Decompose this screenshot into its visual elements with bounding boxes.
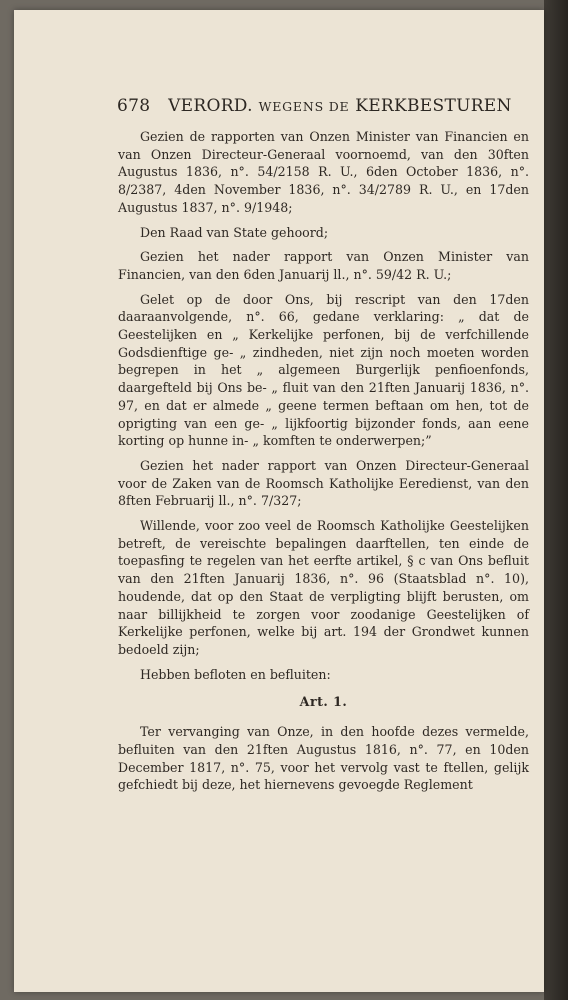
paragraph-raad-van-state: Den Raad van State gehoord; [140, 224, 329, 240]
article-heading: Art. 1. [299, 694, 348, 710]
page-number: 678 [117, 96, 151, 116]
running-header [117, 96, 512, 116]
paragraph-ter-vervanging: Ter vervanging van Onze, in den hoofde dezes vermelde, befluiten van den 21ften Augustus 1816, n°. 77, en 10den December 1817, n°. 75, voor het vervolg vast te ftellen, gelijk gefchiedt bij deze, het hiernevens gevoegde Reglement [118, 724, 529, 793]
paragraph-willende: Willende, voor zoo veel de Roomsch Katholijke Geestelijken betreft, de vereischte bepalingen daarftellen, ten einde de toepasfing te regelen van het eerfte artikel, § c van Ons befluit van den 21ften Januarij 1836, n°. 96 (Staatsblad n°. 10), houdende, dat op den Staat de verpligting blijft berusten, om naar billijkheid te zorgen voor zoodanige Geestelijken of Kerkelijke perfonen, welke bij art. 194 der Grondwet kunnen bedoeld zijn; [118, 518, 529, 657]
header-title-a: VERORD. [168, 96, 253, 116]
paragraph-rapporten: Gezien de rapporten van Onzen Minister van Financien en van Onzen Directeur-Generaal voornoemd, van den 30ften Augustus 1836, n°. 54/2158 R. U., 6den October 1836, n°. 8/2387, 4den November 1836, n°. 34/2789 R. U., en 17den Augustus 1837, n°. 9/1948; [118, 129, 529, 215]
page-body [118, 128, 529, 801]
header-title-c: KERKBESTUREN [355, 96, 512, 116]
paragraph-nader-rapport-financien: Gezien het nader rapport van Onzen Minister van Financien, van den 6den Januarij ll., n°. 59/42 R. U.; [118, 249, 529, 282]
paragraph-nader-rapport-directeur: Gezien het nader rapport van Onzen Directeur-Generaal voor de Zaken van de Roomsch Katholijke Eeredienst, van den 8ften Februarij ll., n°. 7/327; [118, 457, 529, 509]
scan-edge [544, 0, 568, 1000]
paragraph-hebben-besloten: Hebben befloten en befluiten: [140, 666, 331, 682]
paragraph-gelet: Gelet op de door Ons, bij rescript van den 17den daaraanvolgende, n°. 66, gedane verklaring: „ dat de Geestelijken en „ Kerkelijke perfonen, bij de verfchillende Godsdienftige ge- „ zindheden, niet zijn noch moeten worden begrepen in het „ algemeen Burgerlijk penfioenfonds, daargefteld bij Ons be- „ fluit van den 21ften Januarij 1836, n°. 97, en dat er almede „ geene termen beftaan om hen, tot de oprigting van een ge- „ lijkfoortig bijzonder fonds, aan eene korting op hunne in- „ komften te onderwerpen;” [118, 291, 529, 449]
header-title-b: WEGENS DE [258, 99, 350, 114]
